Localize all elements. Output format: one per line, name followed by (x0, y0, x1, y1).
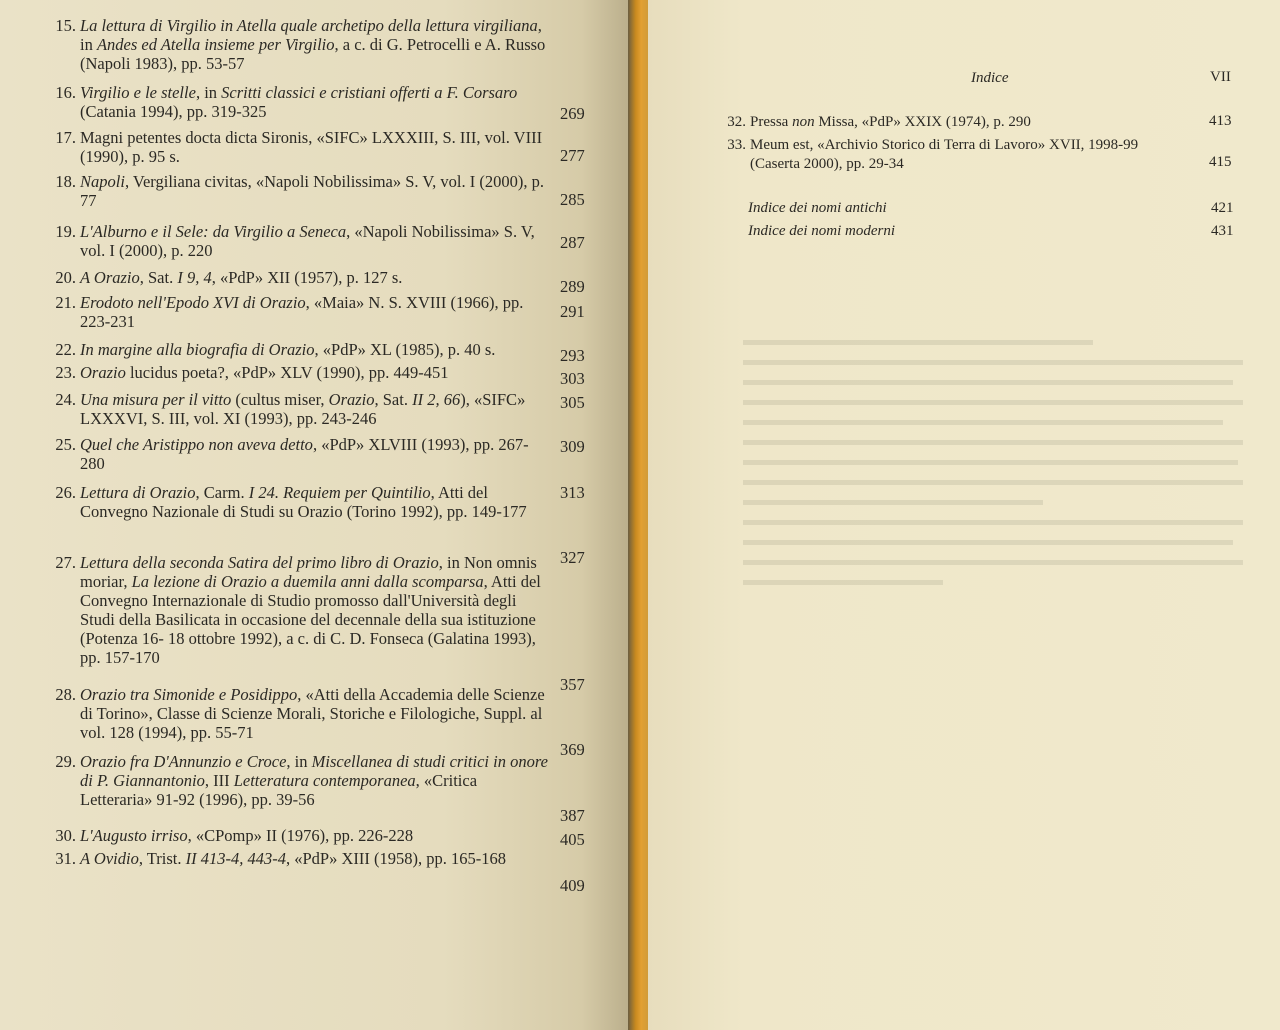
index-page-number: 421 (1211, 200, 1234, 216)
entry-page-number: 293 (560, 346, 585, 365)
entry-number: 28. (55, 685, 76, 704)
show-through-text (743, 330, 1243, 600)
entry-text: Orazio tra Simonide e Posidippo, «Atti della Accademia delle Scienze di Torino», Classe di Scienze Morali, Storiche e Filologiche, Suppl. al vol. 128 (1994), pp. 55-71 (80, 685, 545, 742)
entry-text: L'Augusto irriso, «CPomp» II (1976), pp. 226-228 (80, 826, 414, 845)
entry-page-number: 413 (1209, 113, 1232, 129)
entry-page-number: 415 (1209, 154, 1232, 170)
entry-page-number: 289 (560, 277, 585, 296)
index-title: Indice dei nomi moderni (748, 223, 896, 239)
book-gutter (628, 0, 650, 1030)
entry-text: L'Alburno e il Sele: da Virgilio a Seneca, «Napoli Nobilissima» S. V, vol. I (2000), p. 220 (80, 222, 535, 260)
entry-page-number: 287 (560, 233, 585, 252)
entry-page-number: 357 (560, 675, 585, 694)
entry-number: 30. (55, 826, 76, 845)
index-page-number: 431 (1211, 223, 1234, 239)
entry-number: 17. (55, 128, 76, 147)
entry-page-number: 405 (560, 830, 585, 849)
index-title: Indice dei nomi antichi (748, 200, 887, 216)
entry-text: Orazio lucidus poeta?, «PdP» XLV (1990), pp. 449-451 (80, 363, 449, 382)
entry-page-number: 369 (560, 740, 585, 759)
entry-number: 31. (55, 849, 76, 868)
entry-number: 26. (55, 483, 76, 502)
left-page (0, 0, 632, 1030)
entry-number: 19. (55, 222, 76, 241)
entry-page-number: 269 (560, 104, 585, 123)
entry-page-number: 327 (560, 548, 585, 567)
entry-text: Una misura per il vitto (cultus miser, Orazio, Sat. II 2, 66), «SIFC» LXXXVI, S. III, vol. XI (1993), pp. 243-246 (80, 390, 526, 428)
entry-number: 33. (727, 137, 746, 153)
entry-text: Lettura della seconda Satira del primo libro di Orazio, in Non omnis moriar, La lezione di Orazio a duemila anni dalla scomparsa, Atti del Convegno Internazionale di Studio promosso dall'Università degli Studi della Basilicata in occasione del decennale della sua istituzione (Potenza 16- 18 ottobre 1992), a c. di C. D. Fonseca (Galatina 1993), pp. 157-170 (80, 553, 541, 667)
entry-number: 32. (727, 114, 746, 130)
entry-number: 23. (55, 363, 76, 382)
entry-page-number: 313 (560, 483, 585, 502)
entry-number: 16. (55, 83, 76, 102)
entry-number: 29. (55, 752, 76, 771)
entry-page-number: 291 (560, 302, 585, 321)
entry-page-number: 409 (560, 876, 585, 895)
entry-text: A Orazio, Sat. I 9, 4, «PdP» XII (1957), p. 127 s. (80, 268, 403, 287)
entry-page-number: 387 (560, 806, 585, 825)
entry-page-number: 309 (560, 437, 585, 456)
entry-text: Meum est, «Archivio Storico di Terra di Lavoro» XVII, 1998-99 (Caserta 2000), pp. 29-34 (750, 137, 1139, 172)
entry-page-number: 277 (560, 146, 585, 165)
entry-number: 24. (55, 390, 76, 409)
entry-text: Quel che Aristippo non aveva detto, «PdP» XLVIII (1993), pp. 267-280 (80, 435, 529, 473)
entry-text: Lettura di Orazio, Carm. I 24. Requiem per Quintilio, Atti del Convegno Nazionale di Studi su Orazio (Torino 1992), pp. 149-177 (80, 483, 527, 521)
entry-text: Magni petentes docta dicta Sironis, «SIFC» LXXXIII, S. III, vol. VIII (1990), p. 95 s. (80, 128, 543, 166)
entry-text: La lettura di Virgilio in Atella quale archetipo della lettura virgiliana, in Andes ed Atella insieme per Virgilio, a c. di G. Petrocelli e A. Russo (Napoli 1983), pp. 53-57 (80, 16, 546, 73)
entry-number: 27. (55, 553, 76, 572)
entry-page-number: 285 (560, 190, 585, 209)
entry-number: 22. (55, 340, 76, 359)
entry-page-number: 303 (560, 369, 585, 388)
entry-text: Orazio fra D'Annunzio e Croce, in Miscellanea di studi critici in onore di P. Giannantonio, III Letteratura contemporanea, «Critica Letteraria» 91-92 (1996), pp. 39-56 (80, 752, 548, 809)
running-header-title: Indice (971, 70, 1009, 86)
entry-page-number: 305 (560, 393, 585, 412)
entry-text: Erodoto nell'Epodo XVI di Orazio, «Maia» N. S. XVIII (1966), pp. 223-231 (80, 293, 524, 331)
running-header-page-number: VII (1210, 69, 1231, 85)
entry-number: 21. (55, 293, 76, 312)
entry-text: Napoli, Vergiliana civitas, «Napoli Nobilissima» S. V, vol. I (2000), p. 77 (80, 172, 544, 210)
entry-text: Virgilio e le stelle, in Scritti classici e cristiani offerti a F. Corsaro (Catania 1994), pp. 319-325 (80, 83, 518, 121)
entry-number: 25. (55, 435, 76, 454)
right-page (648, 0, 1280, 1030)
entry-text: Pressa non Missa, «PdP» XXIX (1974), p. 290 (750, 114, 1031, 130)
entry-text: In margine alla biografia di Orazio, «PdP» XL (1985), p. 40 s. (80, 340, 496, 359)
entry-number: 20. (55, 268, 76, 287)
entry-text: A Ovidio, Trist. II 413-4, 443-4, «PdP» XIII (1958), pp. 165-168 (80, 849, 506, 868)
entry-number: 18. (55, 172, 76, 191)
entry-number: 15. (55, 16, 76, 35)
